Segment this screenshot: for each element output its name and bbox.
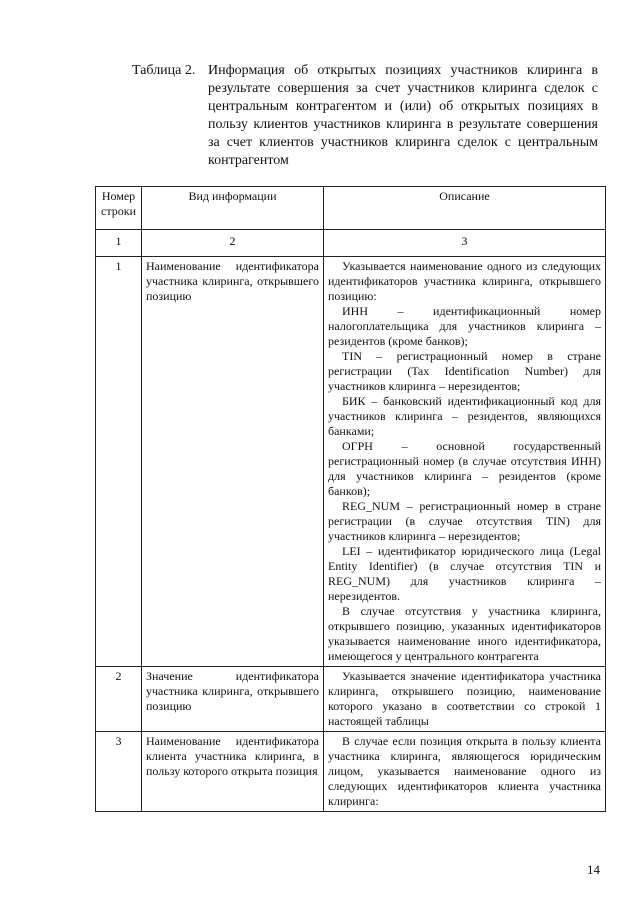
description-paragraph: Указывается наименование одного из следующих идентификаторов участника клиринга, открывшего позицию: xyxy=(328,259,601,303)
row-description xyxy=(324,667,606,732)
row-number: 1 xyxy=(96,257,142,667)
page-number: 14 xyxy=(587,862,600,877)
table-row xyxy=(96,667,606,732)
row-number: 3 xyxy=(96,732,142,812)
header-info-type: Вид информации xyxy=(142,187,324,230)
column-number-1: 1 xyxy=(96,230,142,257)
description-paragraph: LEI – идентификатор юридического лица (Legal Entity Identifier) (в случае отсутствия TIN и REG_NUM) для участников клиринга – нерезидентов. xyxy=(328,544,601,603)
description-paragraph: БИК – банковский идентификационный код для участников клиринга – резидентов, являющихся банками; xyxy=(328,394,601,438)
description-paragraph: REG_NUM – регистрационный номер в стране регистрации (в случае отсутствия TIN) для участников клиринга – нерезидентов; xyxy=(328,499,601,543)
row-description xyxy=(324,732,606,812)
description-paragraph: ОГРН – основной государственный регистрационный номер (в случае отсутствия ИНН) для участников клиринга – резидентов (кроме банков); xyxy=(328,439,601,498)
description-paragraph: TIN – регистрационный номер в стране регистрации (Tax Identification Number) для участников клиринга – нерезидентов; xyxy=(328,349,601,393)
table-header-row xyxy=(96,187,606,230)
positions-table xyxy=(95,186,606,812)
table-caption-text: Информация об открытых позициях участников клиринга в результате совершения за счет участников клиринга сделок с центральным контрагентом и (или) об открытых позициях в пользу клиентов участников клиринга в результате совершения за счет клиентов участников клиринга сделок с центральным контрагентом xyxy=(208,63,598,168)
table-row xyxy=(96,732,606,812)
row-info-type: Значение идентификатора участника клиринга, открывшего позицию xyxy=(142,667,324,732)
column-number-3: 3 xyxy=(324,230,606,257)
row-info-type: Наименование идентификатора участника клиринга, открывшего позицию xyxy=(142,257,324,667)
column-number-2: 2 xyxy=(142,230,324,257)
description-paragraph: В случае если позиция открыта в пользу клиента участника клиринга, являющегося юридическим лицом, указывается наименование одного из следующих идентификаторов клиента участника клиринга: xyxy=(328,734,601,808)
description-paragraph: В случае отсутствия у участника клиринга, открывшего позицию, указанных идентификаторов указывается наименование иного идентификатора, имеющегося у центрального контрагента xyxy=(328,604,601,663)
table-caption-label: Таблица 2. xyxy=(132,63,196,78)
table-row xyxy=(96,257,606,667)
table-column-numbers-row xyxy=(96,230,606,257)
row-description xyxy=(324,257,606,667)
row-info-type: Наименование идентификатора клиента участника клиринга, в пользу которого открыта позиция xyxy=(142,732,324,812)
header-description: Описание xyxy=(324,187,606,230)
header-row-number: Номер строки xyxy=(96,187,142,230)
row-number: 2 xyxy=(96,667,142,732)
description-paragraph: Указывается значение идентификатора участника клиринга, открывшего позицию, наименование которого указано в соответствии со строкой 1 настоящей таблицы xyxy=(328,669,601,728)
description-paragraph: ИНН – идентификационный номер налогоплательщика для участников клиринга – резидентов (кроме банков); xyxy=(328,304,601,348)
